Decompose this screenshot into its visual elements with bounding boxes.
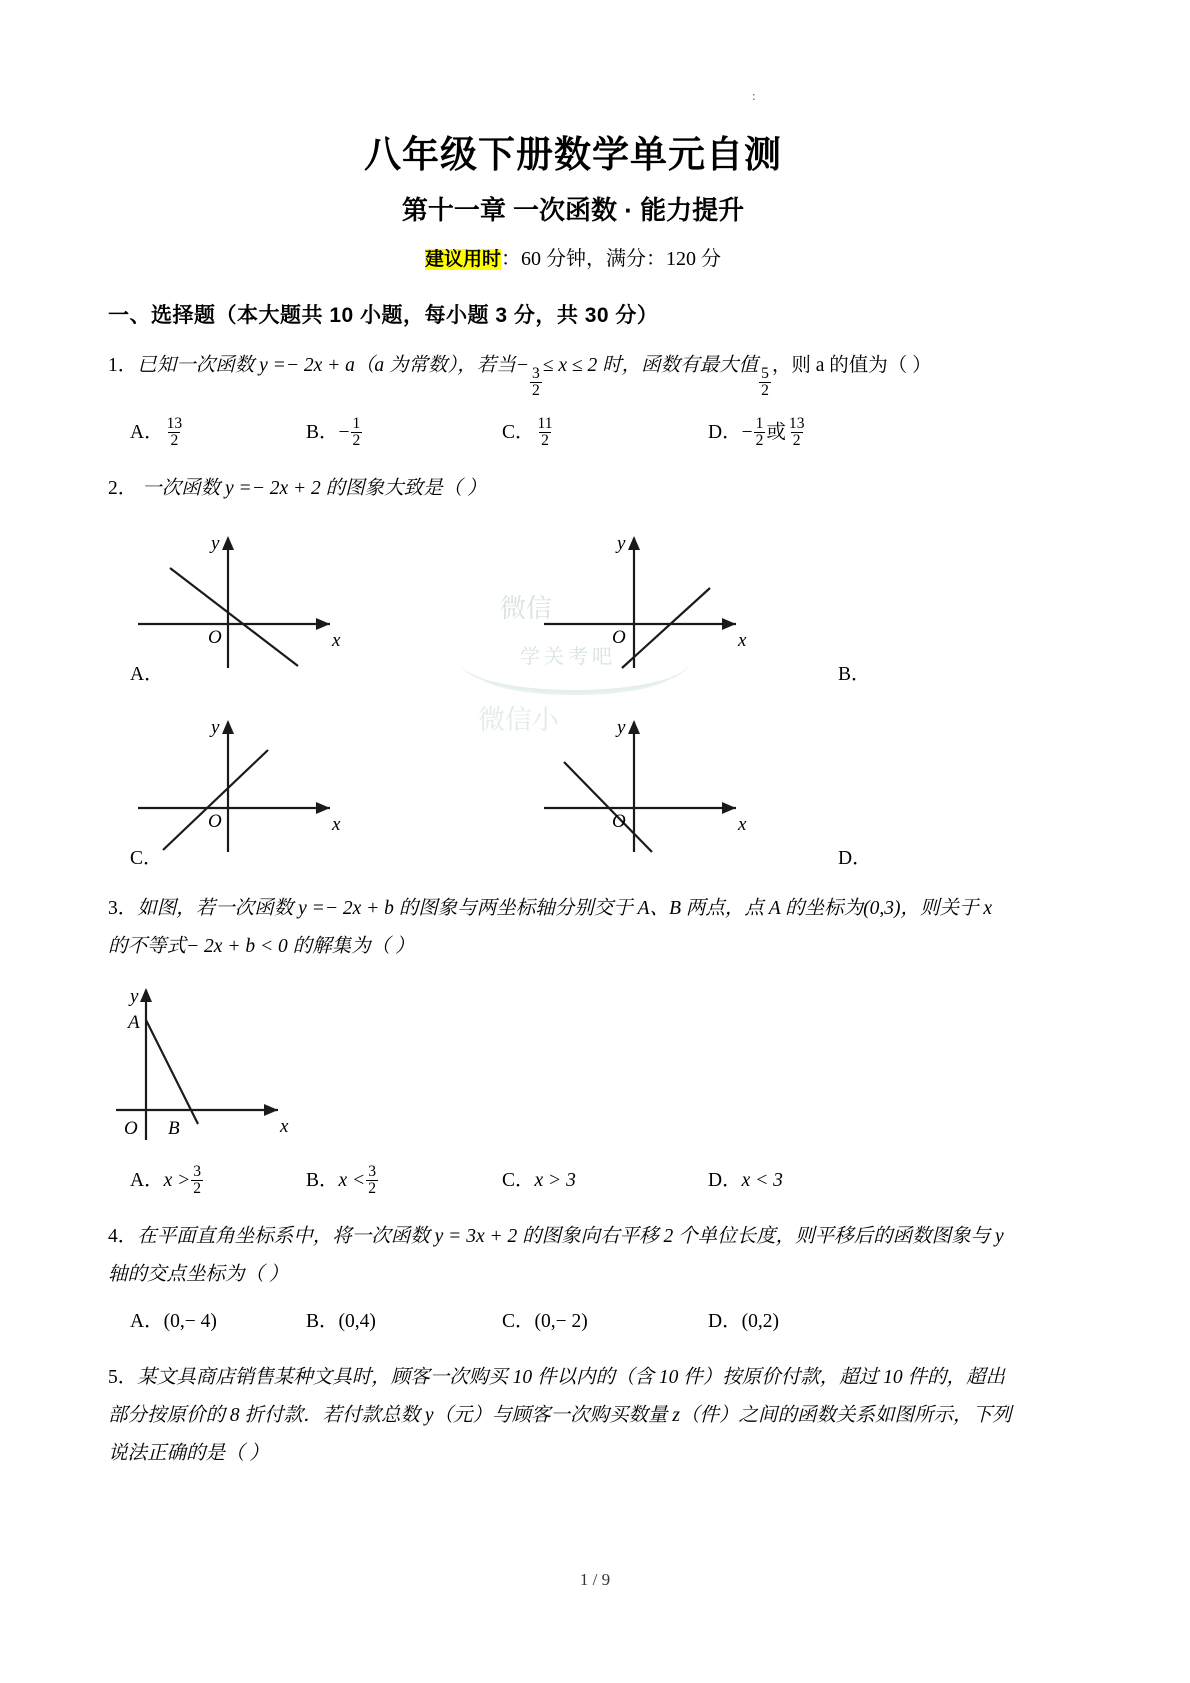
option-1d-prefix: − xyxy=(741,421,753,443)
graph-c-y-arrow-icon xyxy=(222,720,234,734)
graph-a-svg xyxy=(108,516,408,676)
question-3-line-1: 如图，若一次函数 y =− 2x + b 的图象与两坐标轴分别交于 A、B 两点，点 A 的坐标为(0,3)，则关于 x xyxy=(137,897,993,919)
graph-b-x-arrow-icon xyxy=(722,618,736,630)
graph-d-x-label: x xyxy=(738,813,747,835)
option-3d[interactable] xyxy=(708,1161,908,1200)
graph-a-y-label: y xyxy=(211,532,220,554)
graph-q3-y-arrow-icon xyxy=(140,988,152,1002)
option-4b[interactable] xyxy=(306,1302,502,1341)
question-3-number: 3 xyxy=(108,897,118,919)
option-3a-label: A． xyxy=(130,1169,164,1191)
graph-b-y-arrow-icon xyxy=(628,536,640,550)
option-4c[interactable] xyxy=(502,1302,708,1341)
graph-b-line xyxy=(622,588,710,668)
graph-c-y-label: y xyxy=(211,716,220,738)
figure-option-d-label: D． xyxy=(838,847,872,869)
option-3c-expr: x > 3 xyxy=(534,1169,576,1191)
graph-c-svg xyxy=(108,700,408,860)
option-4d-label: D． xyxy=(708,1310,742,1332)
watermark-text-2: 学关考吧 xyxy=(520,646,616,668)
section-heading: 一、选择题（本大题共 10 小题，每小题 3 分，共 30 分） xyxy=(108,303,659,327)
option-1c-label: C． xyxy=(502,421,535,443)
question-3-options xyxy=(108,1147,1038,1200)
option-1c-fraction: $\frac{11}{2}$ xyxy=(537,414,553,449)
question-1-options xyxy=(108,399,1038,452)
option-3b-expr: x < xyxy=(338,1169,366,1191)
graph-q3-point-b-label: B xyxy=(168,1117,180,1139)
question-1-text-b: ≤ x ≤ 2 时，函数有最大值 xyxy=(542,354,759,376)
question-1: 1．已知一次函数 y =− 2x + a（a 为常数），若当− $\frac{3}{2}$ ≤ x ≤ 2 时，函数有最大值 $\frac{5}{2}$ ，则 a 的值为（ ） xyxy=(108,354,932,399)
graph-a-x-arrow-icon xyxy=(316,618,330,630)
figure-option-a-label: A． xyxy=(130,663,164,685)
option-4d-text: (0,2) xyxy=(741,1310,779,1332)
graph-q3-x-label: x xyxy=(280,1115,289,1137)
question-4-line-1: 在平面直角坐标系中，将一次函数 y = 3x + 2 的图象向右平移 2 个单位长度，则平移后的函数图象与 y xyxy=(137,1225,1004,1247)
graph-q3-x-arrow-icon xyxy=(264,1104,278,1116)
question-4-line-2: 轴的交点坐标为（ ） xyxy=(108,1263,289,1285)
option-1b-prefix: − xyxy=(338,421,350,443)
question-5-line-2: 部分按原价的 8 折付款．若付款总数 y（元）与顾客一次购买数量 z（件）之间的函数关系如图所示，下列 xyxy=(108,1404,1012,1426)
option-4b-label: B． xyxy=(306,1310,339,1332)
graph-d-x-arrow-icon xyxy=(722,802,736,814)
figure-option-b-label: B． xyxy=(838,663,871,685)
option-1d-suffix: 或 xyxy=(766,421,786,443)
question-1-fraction-2: $\frac{5}{2}$ xyxy=(761,364,769,399)
option-1c[interactable] xyxy=(502,413,708,452)
stray-mark: : xyxy=(752,88,756,103)
graph-b-svg xyxy=(526,516,826,676)
graph-b-y-label: y xyxy=(617,532,626,554)
option-1a[interactable] xyxy=(108,413,306,452)
question-4-options xyxy=(108,1294,1038,1341)
watermark-text-3: 微信小 xyxy=(478,705,559,735)
option-1a-label: A． xyxy=(130,421,164,443)
graph-a-origin-label: O xyxy=(208,626,222,648)
graph-d-svg xyxy=(526,700,826,860)
option-4d[interactable] xyxy=(708,1302,908,1341)
option-3d-label: D． xyxy=(708,1169,742,1191)
graph-c-x-label: x xyxy=(332,813,341,835)
exam-meta-rest: ：60 分钟，满分：120 分 xyxy=(501,248,721,271)
graph-b-x-label: x xyxy=(738,629,747,651)
page-title: 八年级下册数学单元自测 xyxy=(364,134,782,175)
option-3c[interactable] xyxy=(502,1161,708,1200)
graph-a-y-arrow-icon xyxy=(222,536,234,550)
figure-option-d[interactable] xyxy=(468,700,872,872)
question-5-number: 5 xyxy=(108,1366,118,1388)
figure-option-c-label: C． xyxy=(130,847,163,869)
question-2-figures xyxy=(108,508,1038,872)
graph-a-x-label: x xyxy=(332,629,341,651)
question-1-number: 1 xyxy=(108,354,118,376)
option-3c-label: C． xyxy=(502,1169,535,1191)
graph-q3-y-label: y xyxy=(130,985,139,1007)
figure-option-c[interactable] xyxy=(108,700,468,872)
page-number-footer: 1 / 9 xyxy=(579,1570,611,1589)
figure-option-b[interactable] xyxy=(468,516,871,688)
graph-a-line xyxy=(170,568,298,666)
option-1b-fraction: $\frac{1}{2}$ xyxy=(352,414,361,449)
graph-d-origin-label: O xyxy=(612,810,626,832)
graph-b-origin-label: O xyxy=(612,626,626,648)
option-1b-label: B． xyxy=(306,421,339,443)
question-1-text-c: ，则 a 的值为（ ） xyxy=(771,354,932,376)
option-1d-fraction-a: $\frac{1}{2}$ xyxy=(755,414,764,449)
question-2: 2． 一次函数 y =− 2x + 2 的图象大致是（ ） xyxy=(108,477,487,499)
question-3-line-2: 的不等式− 2x + b < 0 的解集为（ ） xyxy=(108,935,415,957)
option-4c-label: C． xyxy=(502,1310,535,1332)
graph-c-x-arrow-icon xyxy=(316,802,330,814)
graph-q3-origin-label: O xyxy=(124,1117,138,1139)
question-2-number: 2 xyxy=(108,477,118,499)
graph-d-y-label: y xyxy=(617,716,626,738)
option-3b-label: B． xyxy=(306,1169,339,1191)
graph-q3-point-a-label: A xyxy=(128,1011,140,1033)
option-3b[interactable] xyxy=(306,1161,502,1200)
question-1-text-a: 已知一次函数 y =− 2x + a（a 为常数），若当− xyxy=(137,354,529,376)
suggested-time-highlight: 建议用时 xyxy=(424,249,501,271)
question-3: 3．如图，若一次函数 y =− 2x + b 的图象与两坐标轴分别交于 A、B 两点，点 A 的坐标为(0,3)，则关于 x 的不等式− 2x + b < 0 的解集为（ ） xyxy=(108,897,993,957)
figure-option-a[interactable] xyxy=(108,516,468,688)
option-4a-label: A． xyxy=(130,1310,164,1332)
option-3a-expr: x > xyxy=(163,1169,191,1191)
option-1d[interactable] xyxy=(708,413,908,452)
page-subtitle: 第十一章 一次函数 · 能力提升 xyxy=(401,195,745,226)
option-3b-fraction: $\frac{3}{2}$ xyxy=(368,1162,377,1197)
watermark-text-1: 微信 xyxy=(500,593,553,623)
graph-q3-line xyxy=(146,1020,198,1124)
graph-d-y-arrow-icon xyxy=(628,720,640,734)
question-4: 4．在平面直角坐标系中，将一次函数 y = 3x + 2 的图象向右平移 2 个单位长度，则平移后的函数图象与 y 轴的交点坐标为（ ） xyxy=(108,1225,1004,1285)
option-4b-text: (0,4) xyxy=(338,1310,376,1332)
graph-c-origin-label: O xyxy=(208,810,222,832)
question-5: 5．某文具商店销售某种文具时，顾客一次购买 10 件以内的（含 10 件）按原价付款，超过 10 件的，超出 部分按原价的 8 折付款．若付款总数 y（元）与顾客一次购买数量 z（件）之间的函数关系如图所示，下列 说法正确的是（ ） xyxy=(108,1366,1012,1464)
option-1d-label: D． xyxy=(708,421,742,443)
option-4a[interactable] xyxy=(108,1302,306,1341)
option-1b[interactable] xyxy=(306,413,502,452)
document-body xyxy=(108,0,1038,1473)
option-1a-fraction: $\frac{13}{2}$ xyxy=(166,414,183,449)
graph-c-line xyxy=(163,750,268,850)
option-4a-text: (0,− 4) xyxy=(163,1310,217,1332)
question-5-line-1: 某文具商店销售某种文具时，顾客一次购买 10 件以内的（含 10 件）按原价付款，超过 10 件的，超出 xyxy=(137,1366,1006,1388)
question-1-fraction-1: $\frac{3}{2}$ xyxy=(531,364,540,399)
question-2-figure-row-bottom xyxy=(108,688,1038,872)
option-3a-fraction: $\frac{3}{2}$ xyxy=(193,1162,202,1197)
option-3a[interactable] xyxy=(108,1161,306,1200)
option-4c-text: (0,− 2) xyxy=(534,1310,588,1332)
option-1d-fraction-b: $\frac{13}{2}$ xyxy=(788,414,805,449)
question-3-figure xyxy=(108,966,1038,1147)
question-2-figure-row-top xyxy=(108,516,1038,688)
question-2-text: 一次函数 y =− 2x + 2 的图象大致是（ ） xyxy=(142,477,487,499)
option-3d-expr: x < 3 xyxy=(741,1169,783,1191)
graph-q3-svg xyxy=(108,972,408,1147)
question-4-number: 4 xyxy=(108,1225,118,1247)
exam-meta xyxy=(108,228,1038,273)
question-5-line-3: 说法正确的是（ ） xyxy=(108,1442,269,1464)
